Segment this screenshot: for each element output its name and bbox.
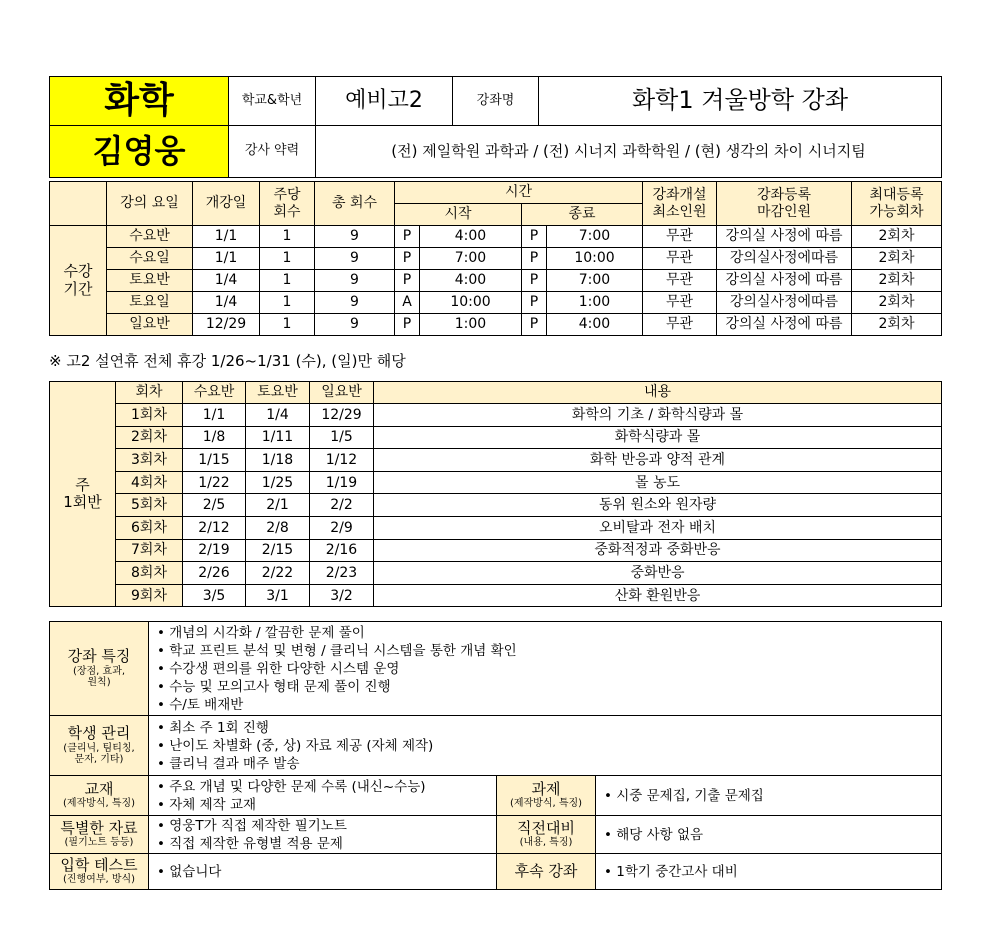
info-table xyxy=(49,621,942,890)
header-round: 회차 xyxy=(116,382,183,404)
special-label: 특별한 자료 xyxy=(60,819,138,838)
header-sat: 토요반 xyxy=(246,382,310,404)
wed-date: 1/15 xyxy=(183,449,246,472)
features-label: 강좌 특징 xyxy=(67,647,131,666)
entry-content xyxy=(149,854,497,890)
textbook-content xyxy=(149,776,497,816)
sun-date: 2/16 xyxy=(310,539,374,562)
row-end-ampm: P xyxy=(522,248,547,270)
followup-label: 후속 강좌 xyxy=(514,861,578,880)
row-min: 무관 xyxy=(643,226,717,248)
subject-title: 화학 xyxy=(50,77,229,126)
list-item: • 직접 제작한 유형별 적용 문제 xyxy=(157,835,496,853)
row-total: 9 xyxy=(315,314,395,336)
row-max: 2회차 xyxy=(852,314,942,336)
list-item: • 클리닉 결과 매주 발송 xyxy=(157,755,941,773)
round-content: 오비탈과 전자 배치 xyxy=(374,516,942,539)
row-weekly: 1 xyxy=(260,226,315,248)
row-start-ampm: P xyxy=(395,314,420,336)
followup-label-cell xyxy=(497,854,596,890)
followup-content xyxy=(596,854,942,890)
row-total: 9 xyxy=(315,292,395,314)
list-item: • 수강생 편의를 위한 다양한 시스템 운영 xyxy=(157,660,941,678)
round-content: 화학식량과 몰 xyxy=(374,426,942,449)
sun-date: 12/29 xyxy=(310,404,374,427)
row-total: 9 xyxy=(315,270,395,292)
round-label: 8회차 xyxy=(116,562,183,585)
textbook-sub: (제작방식, 특징) xyxy=(62,798,136,810)
special-sub: (필기노트 등등) xyxy=(64,837,134,849)
round-label: 6회차 xyxy=(116,516,183,539)
management-label: 학생 관리 xyxy=(67,724,131,743)
row-start: 1:00 xyxy=(420,314,522,336)
sun-date: 2/9 xyxy=(310,516,374,539)
course-name-value: 화학1 겨울방학 강좌 xyxy=(539,77,942,126)
row-weekly: 1 xyxy=(260,248,315,270)
career-value: (전) 제일학원 과학과 / (전) 시너지 과학학원 / (현) 생각의 차이 시너지팀 xyxy=(316,126,942,178)
course-name-label: 강좌명 xyxy=(453,77,539,126)
row-weekly: 1 xyxy=(260,292,315,314)
wed-date: 2/26 xyxy=(183,562,246,585)
list-item: • 없습니다 xyxy=(157,863,496,881)
round-label: 7회차 xyxy=(116,539,183,562)
period-label: 수강 기간 xyxy=(50,226,107,336)
row-start-ampm: P xyxy=(395,270,420,292)
sun-date: 2/23 xyxy=(310,562,374,585)
row-max: 2회차 xyxy=(852,270,942,292)
header-min: 강좌개설 최소인원 xyxy=(643,182,717,226)
row-end-ampm: P xyxy=(522,226,547,248)
header-day: 강의 요일 xyxy=(107,182,193,226)
entry-label-cell xyxy=(50,854,149,890)
row-start-ampm: P xyxy=(395,248,420,270)
special-list xyxy=(157,817,496,853)
sun-date: 1/19 xyxy=(310,471,374,494)
wed-date: 1/8 xyxy=(183,426,246,449)
row-deadline: 강의실사정에따름 xyxy=(717,248,852,270)
sat-date: 1/25 xyxy=(246,471,310,494)
features-content xyxy=(149,622,942,716)
final-sub: (내용, 특징) xyxy=(519,837,573,849)
final-label: 직전대비 xyxy=(517,819,575,838)
row-max: 2회차 xyxy=(852,248,942,270)
row-day: 수요반 xyxy=(107,226,193,248)
list-item: • 최소 주 1회 진행 xyxy=(157,719,941,737)
row-deadline: 강의실 사정에 따름 xyxy=(717,270,852,292)
round-label: 2회차 xyxy=(116,426,183,449)
entry-list xyxy=(157,863,496,881)
row-total: 9 xyxy=(315,248,395,270)
header-total: 총 회수 xyxy=(315,182,395,226)
row-end: 10:00 xyxy=(547,248,643,270)
row-day: 일요반 xyxy=(107,314,193,336)
textbook-label-cell xyxy=(50,776,149,816)
round-content: 몰 농도 xyxy=(374,471,942,494)
round-content: 중화적정과 중화반응 xyxy=(374,539,942,562)
list-item: • 해당 사항 없음 xyxy=(604,826,941,844)
homework-label-cell xyxy=(497,776,596,816)
school-grade-value: 예비고2 xyxy=(316,77,453,126)
sun-date: 1/12 xyxy=(310,449,374,472)
wed-date: 2/12 xyxy=(183,516,246,539)
list-item: • 자체 제작 교재 xyxy=(157,796,496,814)
period-table xyxy=(49,181,942,336)
entry-label: 입학 테스트 xyxy=(60,856,138,875)
header-sun: 일요반 xyxy=(310,382,374,404)
round-content: 동위 원소와 원자량 xyxy=(374,494,942,517)
header-content: 내용 xyxy=(374,382,942,404)
list-item: • 수능 및 모의고사 형태 문제 풀이 진행 xyxy=(157,678,941,696)
row-date: 1/4 xyxy=(193,292,260,314)
homework-label: 과제 xyxy=(531,780,561,799)
holiday-note: ※ 고2 설연휴 전체 휴강 1/26~1/31 (수), (일)만 해당 xyxy=(49,352,406,370)
header-deadline: 강좌등록 마감인원 xyxy=(717,182,852,226)
features-sub-2: 원칙) xyxy=(87,677,111,689)
header-max: 최대등록 가능회차 xyxy=(852,182,942,226)
header-start-date: 개강일 xyxy=(193,182,260,226)
row-min: 무관 xyxy=(643,314,717,336)
followup-list xyxy=(604,863,941,881)
management-content xyxy=(149,716,942,776)
sat-date: 2/1 xyxy=(246,494,310,517)
career-label: 강사 약력 xyxy=(229,126,316,178)
round-label: 9회차 xyxy=(116,584,183,607)
round-content: 산화 환원반응 xyxy=(374,584,942,607)
wed-date: 2/19 xyxy=(183,539,246,562)
homework-sub: (제작방식, 특징) xyxy=(509,798,583,810)
period-blank xyxy=(50,182,107,226)
features-list xyxy=(157,624,941,714)
row-day: 토요반 xyxy=(107,270,193,292)
features-sub-1: (장점, 효과, xyxy=(72,665,126,677)
list-item: • 난이도 차별화 (중, 상) 자료 제공 (자체 제작) xyxy=(157,737,941,755)
row-weekly: 1 xyxy=(260,314,315,336)
row-start: 4:00 xyxy=(420,226,522,248)
schedule-table xyxy=(49,381,942,607)
sat-date: 1/11 xyxy=(246,426,310,449)
row-date: 12/29 xyxy=(193,314,260,336)
textbook-list xyxy=(157,778,496,814)
header-time: 시간 xyxy=(395,182,643,204)
list-item: • 시중 문제집, 기출 문제집 xyxy=(604,787,941,805)
row-start: 10:00 xyxy=(420,292,522,314)
sat-date: 2/22 xyxy=(246,562,310,585)
final-label-cell xyxy=(497,816,596,854)
homework-list xyxy=(604,787,941,805)
round-content: 중화반응 xyxy=(374,562,942,585)
final-content xyxy=(596,816,942,854)
sat-date: 1/18 xyxy=(246,449,310,472)
special-content xyxy=(149,816,497,854)
row-day: 토요일 xyxy=(107,292,193,314)
header-table xyxy=(49,76,942,178)
row-start-ampm: A xyxy=(395,292,420,314)
round-label: 5회차 xyxy=(116,494,183,517)
row-end-ampm: P xyxy=(522,270,547,292)
sun-date: 3/2 xyxy=(310,584,374,607)
row-date: 1/1 xyxy=(193,226,260,248)
row-start: 7:00 xyxy=(420,248,522,270)
row-deadline: 강의실 사정에 따름 xyxy=(717,314,852,336)
textbook-label: 교재 xyxy=(84,780,114,799)
features-label-cell xyxy=(50,622,149,716)
round-label: 1회차 xyxy=(116,404,183,427)
row-min: 무관 xyxy=(643,292,717,314)
row-date: 1/1 xyxy=(193,248,260,270)
round-content: 화학 반응과 양적 관계 xyxy=(374,449,942,472)
row-start-ampm: P xyxy=(395,226,420,248)
row-max: 2회차 xyxy=(852,226,942,248)
header-wed: 수요반 xyxy=(183,382,246,404)
teacher-name: 김영웅 xyxy=(50,126,229,178)
round-content: 화학의 기초 / 화학식량과 몰 xyxy=(374,404,942,427)
entry-sub: (진행여부, 방식) xyxy=(62,874,136,886)
header-weekly: 주당 회수 xyxy=(260,182,315,226)
list-item: • 영웅T가 직접 제작한 필기노트 xyxy=(157,817,496,835)
sun-date: 1/5 xyxy=(310,426,374,449)
list-item: • 주요 개념 및 다양한 문제 수록 (내신~수능) xyxy=(157,778,496,796)
final-list xyxy=(604,826,941,844)
row-max: 2회차 xyxy=(852,292,942,314)
management-sub-2: 문자, 기타) xyxy=(74,754,124,766)
row-end-ampm: P xyxy=(522,314,547,336)
row-end: 7:00 xyxy=(547,226,643,248)
row-min: 무관 xyxy=(643,248,717,270)
round-label: 3회차 xyxy=(116,449,183,472)
row-start: 4:00 xyxy=(420,270,522,292)
row-min: 무관 xyxy=(643,270,717,292)
wed-date: 1/22 xyxy=(183,471,246,494)
row-end: 1:00 xyxy=(547,292,643,314)
wed-date: 2/5 xyxy=(183,494,246,517)
header-end: 종료 xyxy=(522,204,643,226)
management-sub-1: (클리닉, 팀티칭, xyxy=(63,742,135,754)
sat-date: 1/4 xyxy=(246,404,310,427)
management-label-cell xyxy=(50,716,149,776)
sat-date: 2/15 xyxy=(246,539,310,562)
row-end-ampm: P xyxy=(522,292,547,314)
row-deadline: 강의실사정에따름 xyxy=(717,292,852,314)
homework-content xyxy=(596,776,942,816)
special-label-cell xyxy=(50,816,149,854)
row-total: 9 xyxy=(315,226,395,248)
row-date: 1/4 xyxy=(193,270,260,292)
list-item: • 수/토 배재반 xyxy=(157,696,941,714)
wed-date: 1/1 xyxy=(183,404,246,427)
school-grade-label: 학교&학년 xyxy=(229,77,316,126)
sat-date: 2/8 xyxy=(246,516,310,539)
row-end: 7:00 xyxy=(547,270,643,292)
schedule-label: 주 1회반 xyxy=(50,382,116,607)
sat-date: 3/1 xyxy=(246,584,310,607)
row-weekly: 1 xyxy=(260,270,315,292)
wed-date: 3/5 xyxy=(183,584,246,607)
list-item: • 1학기 중간고사 대비 xyxy=(604,863,941,881)
sun-date: 2/2 xyxy=(310,494,374,517)
round-label: 4회차 xyxy=(116,471,183,494)
management-list xyxy=(157,719,941,773)
list-item: • 개념의 시각화 / 깔끔한 문제 풀이 xyxy=(157,624,941,642)
row-deadline: 강의실 사정에 따름 xyxy=(717,226,852,248)
list-item: • 학교 프린트 분석 및 변형 / 클리닉 시스템을 통한 개념 확인 xyxy=(157,642,941,660)
row-day: 수요일 xyxy=(107,248,193,270)
row-end: 4:00 xyxy=(547,314,643,336)
header-start: 시작 xyxy=(395,204,522,226)
